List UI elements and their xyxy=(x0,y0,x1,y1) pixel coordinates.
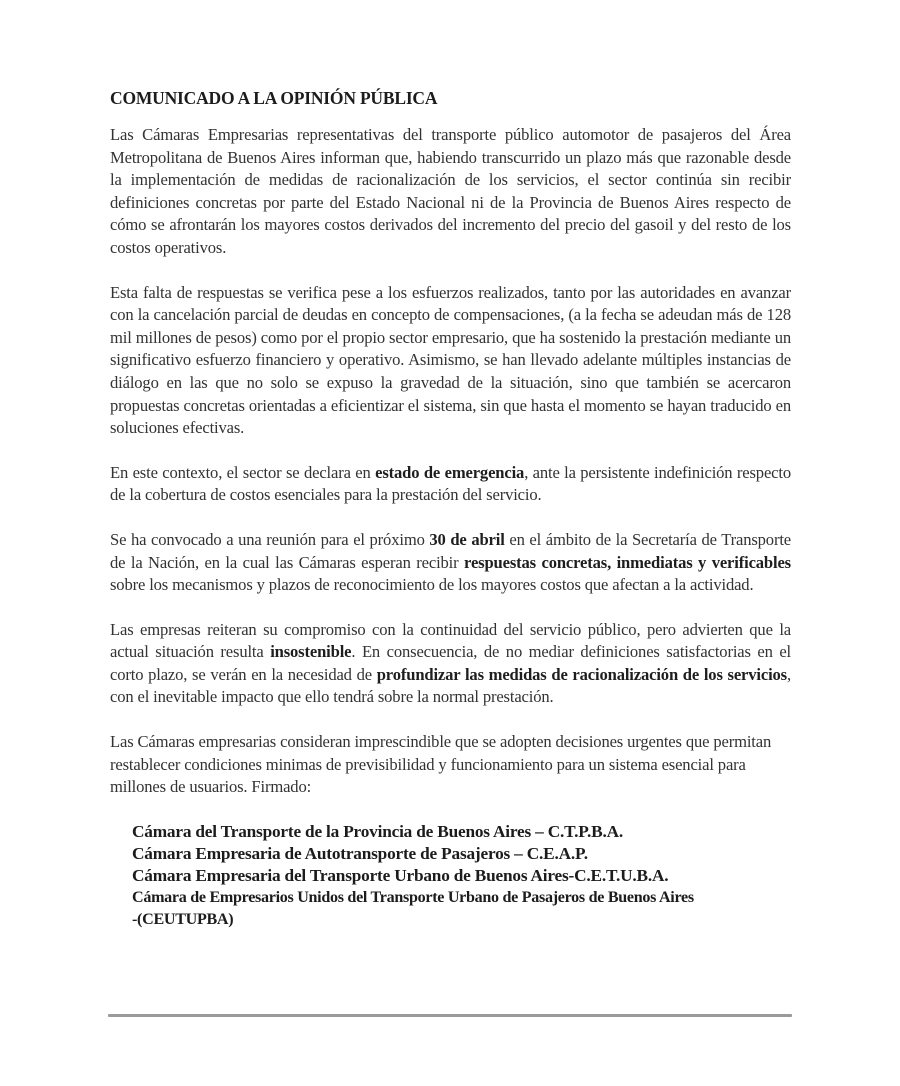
signature-ctpba: Cámara del Transporte de la Provincia de Buenos Aires – C.T.P.B.A. xyxy=(132,821,624,841)
text-run: En este contexto, el sector se declara en xyxy=(110,462,376,482)
emphasis-emergency: estado de emergencia xyxy=(375,462,525,482)
paragraph-meeting xyxy=(110,529,791,597)
text-run: , ante la persistente indefinición respecto de la cobertura de costos esenciales para la prestación del servicio. xyxy=(110,462,791,505)
paragraph-emergency xyxy=(110,462,791,507)
paragraph-intro: Las Cámaras Empresarias representativas del transporte público automotor de pasajeros del Área Metropolitana de Buenos Aires informan que, habiendo transcurrido un plazo más que razonable desde la implementación de medidas de racionalización de los servicios, el sector continúa sin recibir definiciones concretas por parte del Estado Nacional ni de la Provincia de Buenos Aires respecto de cómo se afrontarán los mayores costos derivados del incremento del precio del gasoil y del resto de los costos operativos. xyxy=(110,125,791,257)
signatures-block xyxy=(132,821,791,931)
paragraph-commitment xyxy=(110,619,791,709)
signature-ceap: Cámara Empresaria de Autotransporte de Pasajeros – C.E.A.P. xyxy=(132,843,588,863)
paragraph-context: Esta falta de respuestas se verifica pese a los esfuerzos realizados, tanto por las autoridades en avanzar con la cancelación parcial de deudas en concepto de compensaciones, (a la fecha se adeudan más de 128 mil millones de pesos) como por el propio sector empresario, que ha sostenido la prestación mediante un significativo esfuerzo financiero y operativo. Asimismo, se han llevado adelante múltiples instancias de diálogo en las que no solo se expuso la gravedad de la situación, sino que también se acercaron propuestas concretas orientadas a eficientizar el sistema, sin que hasta el momento se hayan traducido en soluciones efectivas. xyxy=(110,282,791,438)
text-run: Las empresas reiteran su compromiso con la continuidad del servicio público, pero advierten que la actual situación resulta xyxy=(110,619,791,662)
document-title: COMUNICADO A LA OPINIÓN PÚBLICA xyxy=(110,88,438,108)
emphasis-measures: profundizar las medidas de racionalización de los servicios xyxy=(376,664,787,684)
text-run: , con el inevitable impacto que ello tendrá sobre la normal prestación. xyxy=(110,664,791,707)
signature-ceutupba-acronym: -(CEUTUPBA) xyxy=(132,910,234,928)
emphasis-responses: respuestas concretas, inmediatas y verificables xyxy=(464,552,791,572)
signature-cetuba: Cámara Empresaria del Transporte Urbano de Buenos Aires-C.E.T.U.B.A. xyxy=(132,865,669,885)
signature-ceutupba: Cámara de Empresarios Unidos del Transporte Urbano de Pasajeros de Buenos Aires xyxy=(132,888,694,906)
emphasis-date: 30 de abril xyxy=(429,529,505,549)
paragraph-closing: Las Cámaras empresarias consideran imprescindible que se adopten decisiones urgentes que permitan restablecer condiciones minimas de previsibilidad y funcionamiento para un sistema esencial para millones de usuarios. Firmado: xyxy=(110,732,772,797)
text-run: . En consecuencia, de no mediar definiciones satisfactorias en el corto plazo, se verán en la necesidad de xyxy=(110,642,792,684)
text-run: en el ámbito de la Secretaría de Transporte de la Nación, en la cual las Cámaras esperan recibir xyxy=(110,529,791,572)
horizontal-divider xyxy=(108,1014,792,1017)
text-run: sobre los mecanismos y plazos de reconocimiento de los mayores costos que afectan a la actividad. xyxy=(110,575,754,595)
text-run: Se ha convocado a una reunión para el próximo xyxy=(110,529,430,549)
emphasis-unsustainable: insostenible xyxy=(270,642,352,662)
press-release xyxy=(110,86,791,931)
